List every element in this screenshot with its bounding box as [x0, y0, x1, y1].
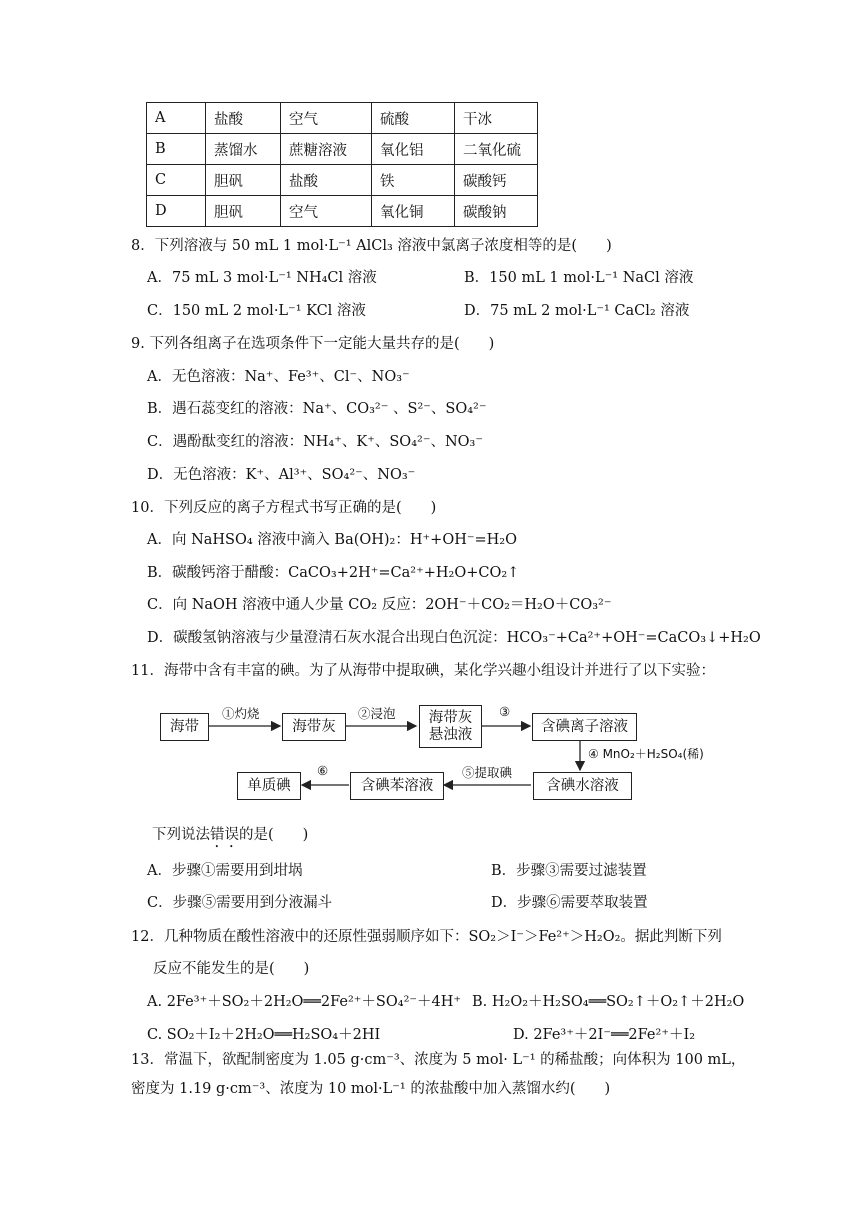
table-cell: B	[147, 134, 206, 165]
q11-option-a[interactable]: A．步骤①需要用到坩埚	[147, 863, 303, 879]
table-cell: 蒸馏水	[206, 134, 281, 165]
q8-stem: 8．下列溶液与 50 mL 1 mol·L⁻¹ AlCl₃ 溶液中氯离子浓度相等的是( )	[131, 238, 612, 254]
table-cell: 铁	[372, 165, 455, 196]
q9-option-a[interactable]: A．无色溶液：Na⁺、Fe³⁺、Cl⁻、NO₃⁻	[147, 369, 410, 385]
q8-option-a[interactable]: A．75 mL 3 mol·L⁻¹ NH₄Cl 溶液	[147, 270, 377, 286]
table-cell: 盐酸	[206, 103, 281, 134]
table-cell: 胆矾	[206, 196, 281, 227]
table-cell: 氧化铜	[372, 196, 455, 227]
table-cell: 空气	[281, 103, 372, 134]
q11-option-c[interactable]: C．步骤⑤需要用到分液漏斗	[147, 895, 333, 911]
q12-option-d[interactable]: D. 2Fe³⁺＋2I⁻══2Fe²⁺＋I₂	[513, 1027, 696, 1043]
q8-option-d[interactable]: D．75 mL 2 mol·L⁻¹ CaCl₂ 溶液	[464, 303, 690, 319]
q11-option-b[interactable]: B．步骤③需要过滤装置	[491, 863, 647, 879]
q10-option-c[interactable]: C．向 NaOH 溶液中通人少量 CO₂ 反应：2OH⁻＋CO₂＝H₂O＋CO₃²⁻	[147, 597, 612, 613]
q12-option-b[interactable]: B. H₂O₂＋H₂SO₄══SO₂↑＋O₂↑＋2H₂O	[472, 994, 745, 1010]
table-cell: 空气	[281, 196, 372, 227]
table-cell: 蔗糖溶液	[281, 134, 372, 165]
q10-option-a[interactable]: A．向 NaHSO₄ 溶液中滴入 Ba(OH)₂：H⁺+OH⁻=H₂O	[147, 532, 517, 548]
flow-box-iodide-solution: 含碘离子溶液	[532, 713, 637, 741]
q8-option-c[interactable]: C．150 mL 2 mol·L⁻¹ KCl 溶液	[147, 303, 366, 319]
q12-option-c[interactable]: C. SO₂＋I₂＋2H₂O══H₂SO₄＋2HI	[147, 1027, 381, 1043]
flow-box-suspension-line1: 海带灰	[428, 709, 473, 726]
flow-box-suspension-line2: 悬浊液	[428, 726, 473, 743]
q11-sub-post: 的是( )	[239, 827, 309, 843]
q13-line1: 13．常温下，欲配制密度为 1.05 g·cm⁻³、浓度为 5 mol· L⁻¹ 的稀盐酸；向体积为 100 mL，	[131, 1052, 746, 1068]
q9-option-d[interactable]: D．无色溶液：K⁺、Al³⁺、SO₄²⁻、NO₃⁻	[147, 467, 416, 483]
table-cell: 碳酸钠	[455, 196, 538, 227]
q12-stem-line2: 反应不能发生的是( )	[153, 961, 310, 977]
table-cell: 胆矾	[206, 165, 281, 196]
table-cell: 硫酸	[372, 103, 455, 134]
q10-option-d[interactable]: D．碳酸氢钠溶液与少量澄清石灰水混合出现白色沉淀：HCO₃⁻+Ca²⁺+OH⁻=CaCO₃↓+H₂O	[147, 630, 761, 646]
q8-option-b[interactable]: B．150 mL 1 mol·L⁻¹ NaCl 溶液	[464, 270, 694, 286]
step-5-label: ⑤提取碘	[462, 765, 513, 780]
q11-stem: 11．海带中含有丰富的碘。为了从海带中提取碘，某化学兴趣小组设计并进行了以下实验：	[131, 663, 715, 679]
q11-sub-pre: 下列说法	[152, 827, 210, 843]
step-3-label: ③	[499, 704, 511, 719]
q12-stem-line1: 12．几种物质在酸性溶液中的还原性强弱顺序如下：SO₂＞I⁻＞Fe²⁺＞H₂O₂。据此判断下列	[131, 929, 722, 945]
table-cell: 盐酸	[281, 165, 372, 196]
q10-option-b[interactable]: B．碳酸钙溶于醋酸：CaCO₃+2H⁺=Ca²⁺+H₂O+CO₂↑	[147, 565, 520, 581]
table-cell: A	[147, 103, 206, 134]
q11-sub-stem	[152, 823, 308, 851]
flow-box-iodine: 单质碘	[237, 772, 301, 800]
table-cell: D	[147, 196, 206, 227]
q9-option-c[interactable]: C．遇酚酞变红的溶液：NH₄⁺、K⁺、SO₄²⁻、NO₃⁻	[147, 434, 484, 450]
table-cell: 二氧化硫	[455, 134, 538, 165]
q9-stem: 9. 下列各组离子在选项条件下一定能大量共存的是( )	[131, 336, 495, 352]
q9-option-b[interactable]: B．遇石蕊变红的溶液：Na⁺、CO₃²⁻ 、S²⁻、SO₄²⁻	[147, 401, 487, 417]
table-cell: 干冰	[455, 103, 538, 134]
table-cell: C	[147, 165, 206, 196]
q11-sub-emphasis: 错误	[210, 827, 239, 843]
q13-line2: 密度为 1.19 g·cm⁻³、浓度为 10 mol·L⁻¹ 的浓盐酸中加入蒸馏水约( )	[131, 1081, 611, 1097]
step-2-label: ②浸泡	[358, 706, 396, 721]
table-cell: 氧化铝	[372, 134, 455, 165]
q10-stem: 10．下列反应的离子方程式书写正确的是( )	[131, 500, 437, 516]
flow-box-seaweed: 海带	[160, 713, 209, 741]
flow-box-suspension	[419, 705, 482, 748]
flow-box-ash: 海带灰	[282, 713, 346, 741]
flow-box-iodine-benzene: 含碘苯溶液	[350, 772, 444, 800]
step-4-label: ④ MnO₂＋H₂SO₄(稀)	[588, 747, 704, 761]
step-1-label: ①灼烧	[222, 706, 260, 721]
q12-option-a[interactable]: A. 2Fe³⁺＋SO₂＋2H₂O══2Fe²⁺＋SO₄²⁻＋4H⁺	[147, 994, 462, 1010]
flow-box-iodine-water: 含碘水溶液	[533, 772, 632, 800]
q11-option-d[interactable]: D．步骤⑥需要萃取装置	[491, 895, 648, 911]
table-cell: 碳酸钙	[455, 165, 538, 196]
step-6-label: ⑥	[317, 763, 329, 778]
